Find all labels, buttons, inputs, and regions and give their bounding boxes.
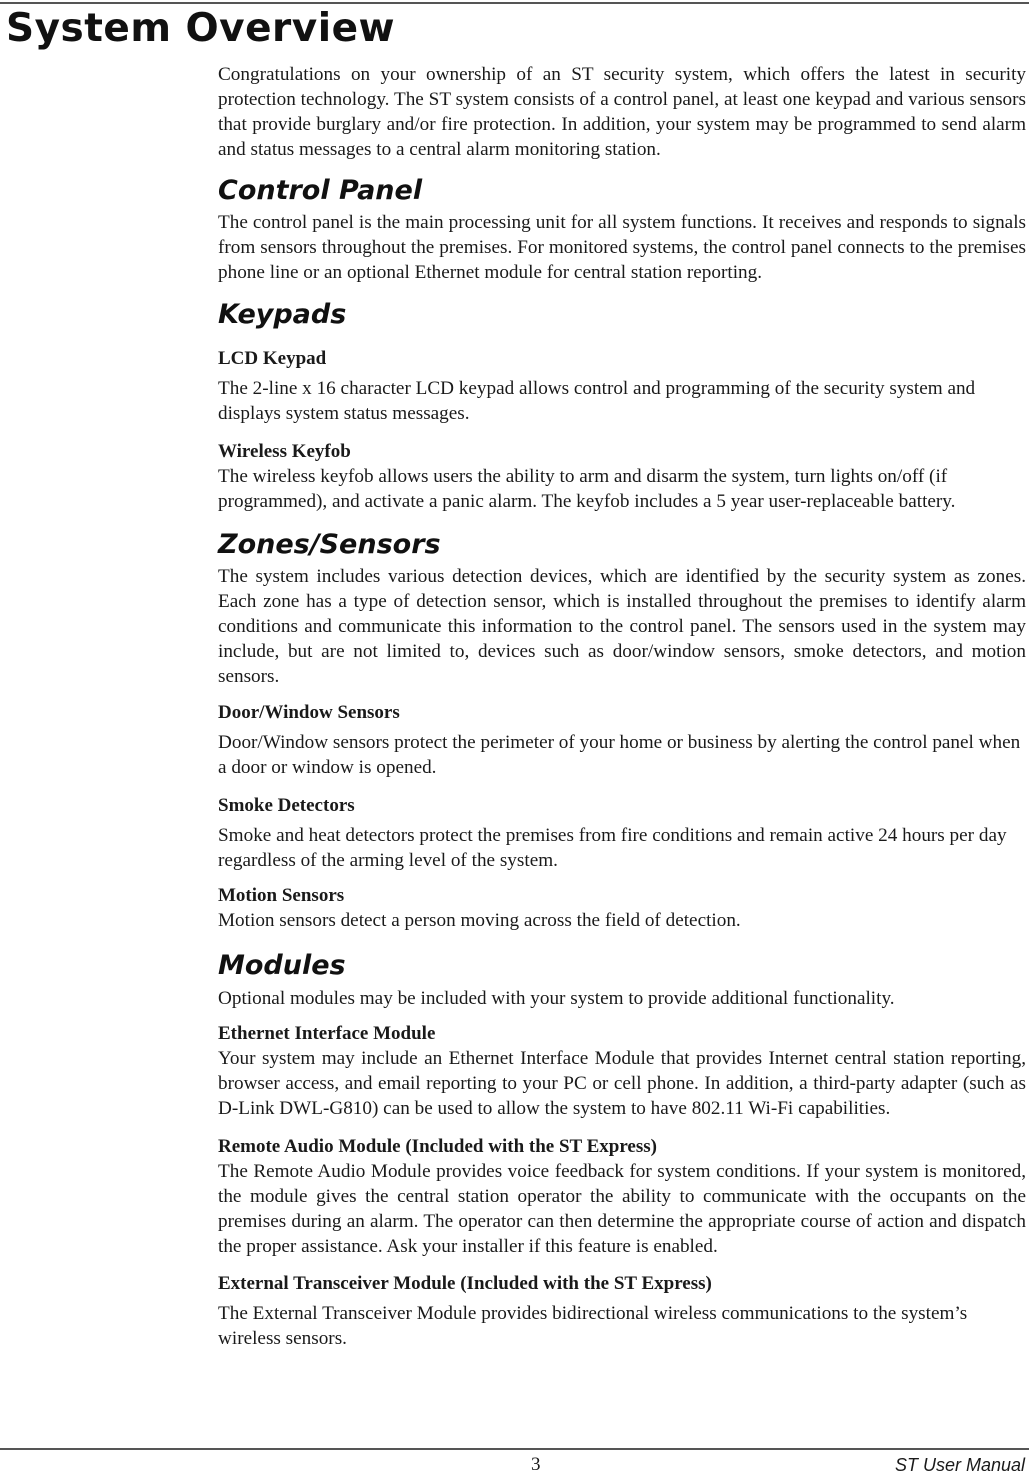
motion-sensors-heading: Motion Sensors: [218, 885, 345, 906]
modules-heading: Modules: [218, 950, 346, 981]
lcd-keypad-heading: LCD Keypad: [218, 348, 327, 369]
keypads-heading: Keypads: [218, 299, 347, 330]
ethernet-module-paragraph: Your system may include an Ethernet Interface Module that provides Internet central station reporting, browser access, and email reporting to your PC or cell phone. In addition, a third-party adapter (such as D-Link DWL-G810) can be used to allow the system to have 802.11 Wi-Fi capabilities.: [218, 1048, 1026, 1119]
lcd-keypad-paragraph: The 2-line x 16 character LCD keypad allows control and programming of the security system and displays system status messages.: [218, 378, 976, 424]
manual-name: ST User Manual: [894, 1455, 1025, 1475]
ethernet-module-heading: Ethernet Interface Module: [218, 1023, 436, 1044]
wireless-keyfob-paragraph: The wireless keyfob allows users the ability to arm and disarm the system, turn lights on/off (if programmed), and activate a panic alarm. The keyfob includes a 5 year user-replaceable battery.: [218, 466, 956, 512]
footer-rule: [0, 1448, 1029, 1450]
top-rule: [0, 2, 1029, 4]
smoke-detectors-paragraph: Smoke and heat detectors protect the premises from fire conditions and remain active 24 hours per day regardless of the arming level of the system.: [218, 825, 1007, 871]
external-transceiver-paragraph: The External Transceiver Module provides bidirectional wireless communications to the system’s wireless sensors.: [218, 1303, 968, 1349]
smoke-detectors-heading: Smoke Detectors: [218, 795, 355, 816]
page-title: System Overview: [6, 6, 396, 51]
control-panel-heading: Control Panel: [218, 175, 423, 206]
intro-paragraph: Congratulations on your ownership of an ST security system, which offers the latest in security protection technology. The ST system consists of a control panel, at least one keypad and various sensors that provide burglary and/or fire protection. In addition, your system may be programmed to send alarm and status messages to a central alarm monitoring station.: [218, 64, 1026, 160]
remote-audio-heading: Remote Audio Module (Included with the ST Express): [218, 1136, 657, 1157]
remote-audio-paragraph: The Remote Audio Module provides voice feedback for system conditions. If your system is monitored, the module gives the central station operator the ability to communicate with the occupants on the premises during an alarm. The operator can then determine the appropriate course of action and dispatch the proper assistance. Ask your installer if this feature is enabled.: [218, 1161, 1026, 1257]
motion-sensors-paragraph: Motion sensors detect a person moving across the field of detection.: [218, 910, 741, 931]
zones-sensors-paragraph: The system includes various detection devices, which are identified by the security system as zones. Each zone has a type of detection sensor, which is installed throughout the premises to identify alarm conditions and communicate this information to the control panel. The sensors used in the system may include, but are not limited to, devices such as door/window sensors, smoke detectors, and motion sensors.: [218, 566, 1026, 687]
zones-sensors-heading: Zones/Sensors: [218, 529, 441, 560]
page-content: [218, 62, 1026, 1351]
door-window-paragraph: Door/Window sensors protect the perimeter of your home or business by alerting the control panel when a door or window is opened.: [218, 732, 1021, 778]
control-panel-paragraph: The control panel is the main processing unit for all system functions. It receives and responds to signals from sensors throughout the premises. For monitored systems, the control panel connects to the premises phone line or an optional Ethernet module for central station reporting.: [218, 212, 1026, 283]
door-window-heading: Door/Window Sensors: [218, 702, 400, 723]
modules-paragraph: Optional modules may be included with your system to provide additional functionality.: [218, 988, 895, 1009]
page-number: 3: [531, 1454, 541, 1475]
external-transceiver-heading: External Transceiver Module (Included with the ST Express): [218, 1273, 712, 1294]
wireless-keyfob-heading: Wireless Keyfob: [218, 441, 351, 462]
